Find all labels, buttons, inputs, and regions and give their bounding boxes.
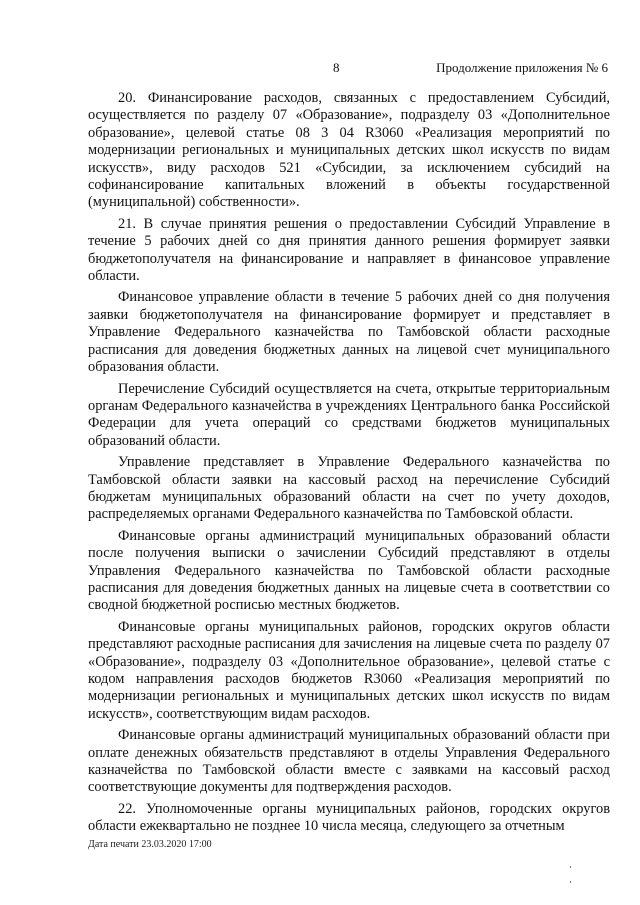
paragraph: Управление представляет в Управление Федерального казначейства по Тамбовской области заявки на кассовый расход на перечисление Субсидий бюджетам муниципальных образований области на счет по учету доходов, распределяемых органами Федерального казначейства по Тамбовской области. — [88, 454, 610, 523]
appendix-continuation: Продолжение приложения № 6 — [436, 60, 608, 75]
scan-speck — [570, 881, 571, 883]
paragraph: Финансовые органы муниципальных районов, городских округов области представляют расходные расписания для зачисления на лицевые счета по разделу 07 «Образование», подразделу 03 «Дополнительное образование», целевой статье с кодом направления расходов бюджетов R3060 «Реализация мероприятий по модернизации региональных и муниципальных детских школ искусств по видам искусств», соответствующим видам расходов. — [88, 618, 610, 722]
paragraph: Финансовые органы администраций муниципальных образований области после получения выписки о зачислении Субсидий представляют в отделы Управления Федерального казначейства по Тамбовской области расходные расписания для доведения бюджетных данных на лицевые счета в соответствии со сводной бюджетной росписью местных бюджетов. — [88, 527, 610, 614]
page-number: 8 — [333, 60, 340, 75]
scan-speck — [570, 866, 571, 868]
print-date: Дата печати 23.03.2020 17:00 — [88, 839, 212, 850]
paragraph: Финансовые органы администраций муниципальных образований области при оплате денежных обязательств представляют в отделы Управления Федерального казначейства по Тамбовской области вместе с заявками на кассовый расход соответствующие документы для подтверждения расходов. — [88, 727, 610, 796]
page-header — [0, 60, 640, 80]
body-text — [88, 90, 610, 840]
paragraph-20: 20. Финансирование расходов, связанных с предоставлением Субсидий, осуществляется по разделу 07 «Образование», подразделу 03 «Дополнительное образование», целевой статье 08 3 04 R3060 «Реализация мероприятий по модернизации региональных и муниципальных детских школ искусств по видам искусств», виду расходов 521 «Субсидии, за исключением субсидий на софинансирование капитальных вложений в объекты государственной (муниципальной) собственности». — [88, 90, 610, 211]
paragraph: Финансовое управление области в течение 5 рабочих дней со дня получения заявки бюджетополучателя на финансирование формирует и представляет в Управление Федерального казначейства по Тамбовской области расходные расписания для доведения бюджетных данных на лицевой счет муниципального образования области. — [88, 289, 610, 376]
paragraph: Перечисление Субсидий осуществляется на счета, открытые территориальным органам Федерального казначейства в учреждениях Центрального банка Российской Федерации для учета операций со средствами бюджетов муниципальных образований области. — [88, 380, 610, 449]
paragraph-21: 21. В случае принятия решения о предоставлении Субсидий Управление в течение 5 рабочих дней со дня принятия данного решения формирует заявки бюджетополучателя на финансирование и направляет в финансовое управление области. — [88, 215, 610, 285]
paragraph-22: 22. Уполномоченные органы муниципальных районов, городских округов области ежеквартально не позднее 10 числа месяца, следующего за отчетным — [88, 800, 610, 835]
